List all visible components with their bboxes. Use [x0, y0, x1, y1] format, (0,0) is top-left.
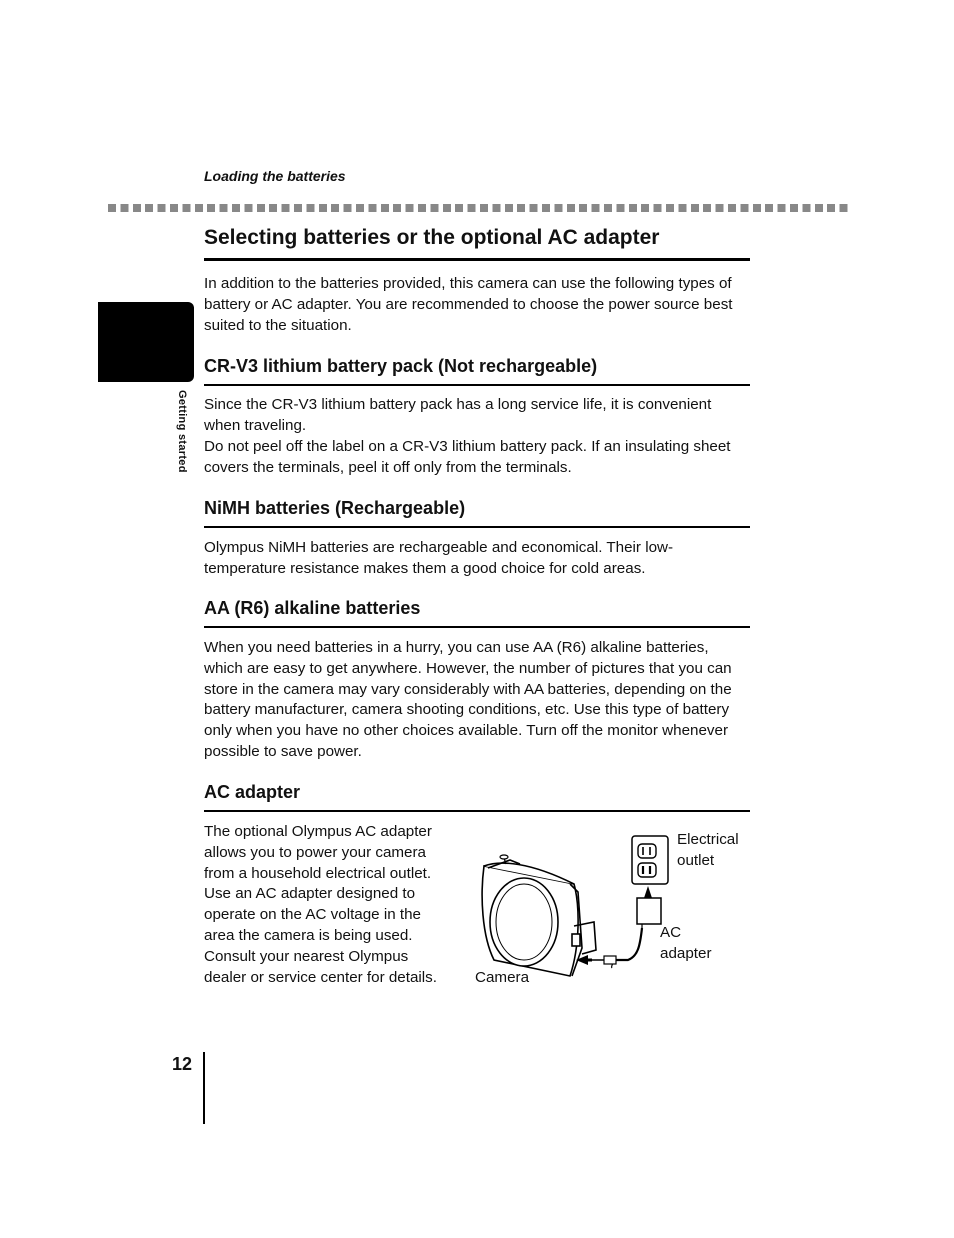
intro-paragraph: In addition to the batteries provided, this camera can use the following types of battery or AC adapter. You are recommended to choose the power source best suited to the situation. — [204, 275, 733, 334]
chapter-tab-label: Getting started — [176, 390, 188, 473]
label-adapter-line2: adapter — [660, 945, 712, 962]
subsection-title-aa: AA (R6) alkaline batteries — [204, 598, 750, 628]
label-outlet-line2: outlet — [677, 852, 715, 869]
label-outlet-line1: Electrical — [677, 831, 739, 848]
ac-adapter-paragraph: The optional Olympus AC adapter allows you to power your camera from a household electrical outlet. Use an AC adapter designed to operate on the AC voltage in the area the camera is being used. Consult your nearest Olympus dealer or service center for details. — [204, 823, 437, 986]
subsection-title-nimh: NiMH batteries (Rechargeable) — [204, 498, 750, 528]
section-title: Selecting batteries or the optional AC adapter — [204, 226, 750, 261]
camera-icon — [482, 855, 596, 976]
dc-plug-icon — [576, 955, 616, 968]
subsection-title-ac-adapter: AC adapter — [204, 782, 750, 812]
crv3-paragraph-1: Since the CR-V3 lithium battery pack has a long service life, it is convenient when traveling. — [204, 396, 712, 434]
label-adapter-line1: AC — [660, 924, 682, 941]
page-number: 12 — [172, 1054, 193, 1074]
page-number-rule — [203, 1052, 205, 1124]
chapter-tab — [98, 302, 194, 382]
plug-arrow-icon — [644, 886, 652, 898]
label-camera: Camera — [475, 969, 530, 986]
aa-paragraph: When you need batteries in a hurry, you can use AA (R6) alkaline batteries, which are easy to get anywhere. However, the number of pictures that you can store in the camera may vary considerably with AA batteries, depending on the battery manufacturer, camera shooting conditions, etc. Use this type of battery only when you have no other choices available. Turn off the monitor whenever possible to save power. — [204, 639, 732, 760]
dotted-divider — [108, 204, 848, 212]
nimh-paragraph: Olympus NiMH batteries are rechargeable and economical. Their low-temperature resistance makes them a good choice for cold areas. — [204, 539, 674, 577]
subsection-title-crv3: CR-V3 lithium battery pack (Not rechargeable) — [204, 356, 750, 386]
crv3-paragraph-2: Do not peel off the label on a CR-V3 lithium battery pack. If an insulating sheet covers the terminals, peel it off only from the terminals. — [204, 438, 731, 476]
electrical-outlet-icon — [632, 836, 668, 884]
running-header: Loading the batteries — [204, 168, 346, 184]
ac-adapter-icon — [610, 898, 661, 960]
